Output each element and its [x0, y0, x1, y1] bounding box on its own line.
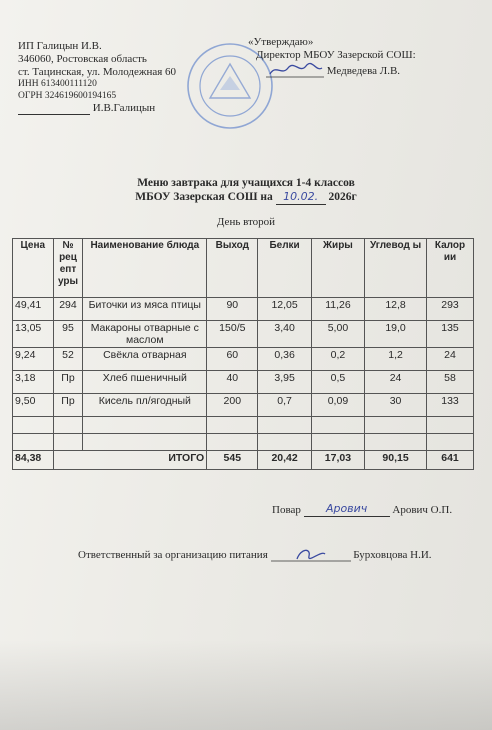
director-signature: [266, 62, 324, 78]
menu-table: [12, 238, 474, 470]
cell-recipe: Пр: [53, 394, 83, 417]
cell-fats: 0,2: [311, 348, 364, 371]
supplier-signature-line: [18, 102, 176, 115]
cell-price: 49,41: [13, 298, 54, 321]
supplier-name: ИП Галицын И.В.: [18, 40, 102, 52]
cell-recipe: 294: [53, 298, 83, 321]
cell-output: 90: [207, 298, 258, 321]
cell-calories: 135: [427, 321, 474, 348]
responsible-name: Бурховцова Н.И.: [353, 549, 432, 561]
total-carbs: 90,15: [365, 451, 427, 470]
approval-block: [238, 36, 416, 78]
cell-carbs: 1,2: [365, 348, 427, 371]
cell-calories: 58: [427, 371, 474, 394]
cell-calories: 293: [427, 298, 474, 321]
cell-carbs: 24: [365, 371, 427, 394]
cell-dish: Кисель пл/ягодный: [83, 394, 207, 417]
cell-dish: Хлеб пшеничный: [83, 371, 207, 394]
cell-price: 9,50: [13, 394, 54, 417]
cell-fats: 0,09: [311, 394, 364, 417]
cell-calories: 24: [427, 348, 474, 371]
header-output: Выход: [207, 239, 258, 298]
header-dish: Наименование блюда: [83, 239, 207, 298]
responsible-signature-row: [78, 546, 432, 562]
menu-year: 2026г: [328, 191, 357, 203]
cell-recipe: Пр: [53, 371, 83, 394]
table-row: [13, 321, 474, 348]
table-row: [13, 371, 474, 394]
director-name: Медведева Л.В.: [326, 65, 401, 77]
header-calories: Калор ии: [427, 239, 474, 298]
cook-label: Повар: [272, 504, 301, 516]
cell-proteins: 0,7: [258, 394, 311, 417]
cell-fats: 0,5: [311, 371, 364, 394]
table-row-empty: [13, 417, 474, 434]
cell-price: 13,05: [13, 321, 54, 348]
approval-position: Директор МБОУ Зазерской СОШ:: [256, 49, 416, 61]
supplier-sign-name: И.В.Галицын: [92, 102, 156, 114]
cell-proteins: 3,95: [258, 371, 311, 394]
cell-dish: Биточки из мяса птицы: [83, 298, 207, 321]
table-row-empty: [13, 434, 474, 451]
menu-title: [0, 176, 492, 205]
total-output: 545: [207, 451, 258, 470]
total-proteins: 20,42: [258, 451, 311, 470]
supplier-inn: ИНН 613400111120: [18, 79, 97, 89]
cell-proteins: 12,05: [258, 298, 311, 321]
cell-recipe: 95: [53, 321, 83, 348]
table-header-row: [13, 239, 474, 298]
header-proteins: Белки: [258, 239, 311, 298]
cell-dish: Свёкла отварная: [83, 348, 207, 371]
cook-name: Арович О.П.: [392, 504, 453, 516]
supplier-ogrn: ОГРН 324619600194165: [18, 90, 117, 101]
cook-signature: Арович: [304, 502, 390, 517]
menu-title-line1: Меню завтрака для учащихся 1-4 классов: [137, 177, 355, 189]
table-row: [13, 394, 474, 417]
header-fats: Жиры: [311, 239, 364, 298]
cell-fats: 5,00: [311, 321, 364, 348]
cell-output: 40: [207, 371, 258, 394]
table-row: [13, 298, 474, 321]
cell-recipe: 52: [53, 348, 83, 371]
cook-signature-row: [272, 502, 452, 517]
responsible-signature: [271, 546, 351, 562]
table-total-row: [13, 451, 474, 470]
cell-carbs: 19,0: [365, 321, 427, 348]
total-price: 84,38: [13, 451, 54, 470]
cell-price: 3,18: [13, 371, 54, 394]
cell-carbs: 30: [365, 394, 427, 417]
supplier-region: 346060, Ростовская область: [18, 53, 147, 65]
cell-proteins: 3,40: [258, 321, 311, 348]
cell-output: 200: [207, 394, 258, 417]
supplier-address: ст. Тацинская, ул. Молодежная 60: [18, 66, 177, 78]
header-carbs: Углевод ы: [365, 239, 427, 298]
total-calories: 641: [427, 451, 474, 470]
photo-shadow: [0, 640, 492, 730]
cell-output: 150/5: [207, 321, 258, 348]
menu-title-line2: [0, 190, 492, 205]
day-label: День второй: [216, 216, 276, 228]
responsible-label: Ответственный за организацию питания: [78, 549, 268, 561]
header-price: Цена: [13, 239, 54, 298]
approval-signature-line: [238, 62, 416, 78]
cell-carbs: 12,8: [365, 298, 427, 321]
total-label: ИТОГО: [53, 451, 207, 470]
header-recipe: № рец епт уры: [53, 239, 83, 298]
table-row: [13, 348, 474, 371]
cell-proteins: 0,36: [258, 348, 311, 371]
menu-title-school: МБОУ Зазерская СОШ на: [135, 191, 273, 203]
cell-dish: Макароны отварные с маслом: [83, 321, 207, 348]
cell-fats: 11,26: [311, 298, 364, 321]
cell-price: 9,24: [13, 348, 54, 371]
total-fats: 17,03: [311, 451, 364, 470]
cell-output: 60: [207, 348, 258, 371]
supplier-block: [18, 40, 176, 115]
cell-calories: 133: [427, 394, 474, 417]
approval-title: «Утверждаю»: [248, 36, 314, 48]
menu-date: 10.02.: [276, 190, 326, 205]
